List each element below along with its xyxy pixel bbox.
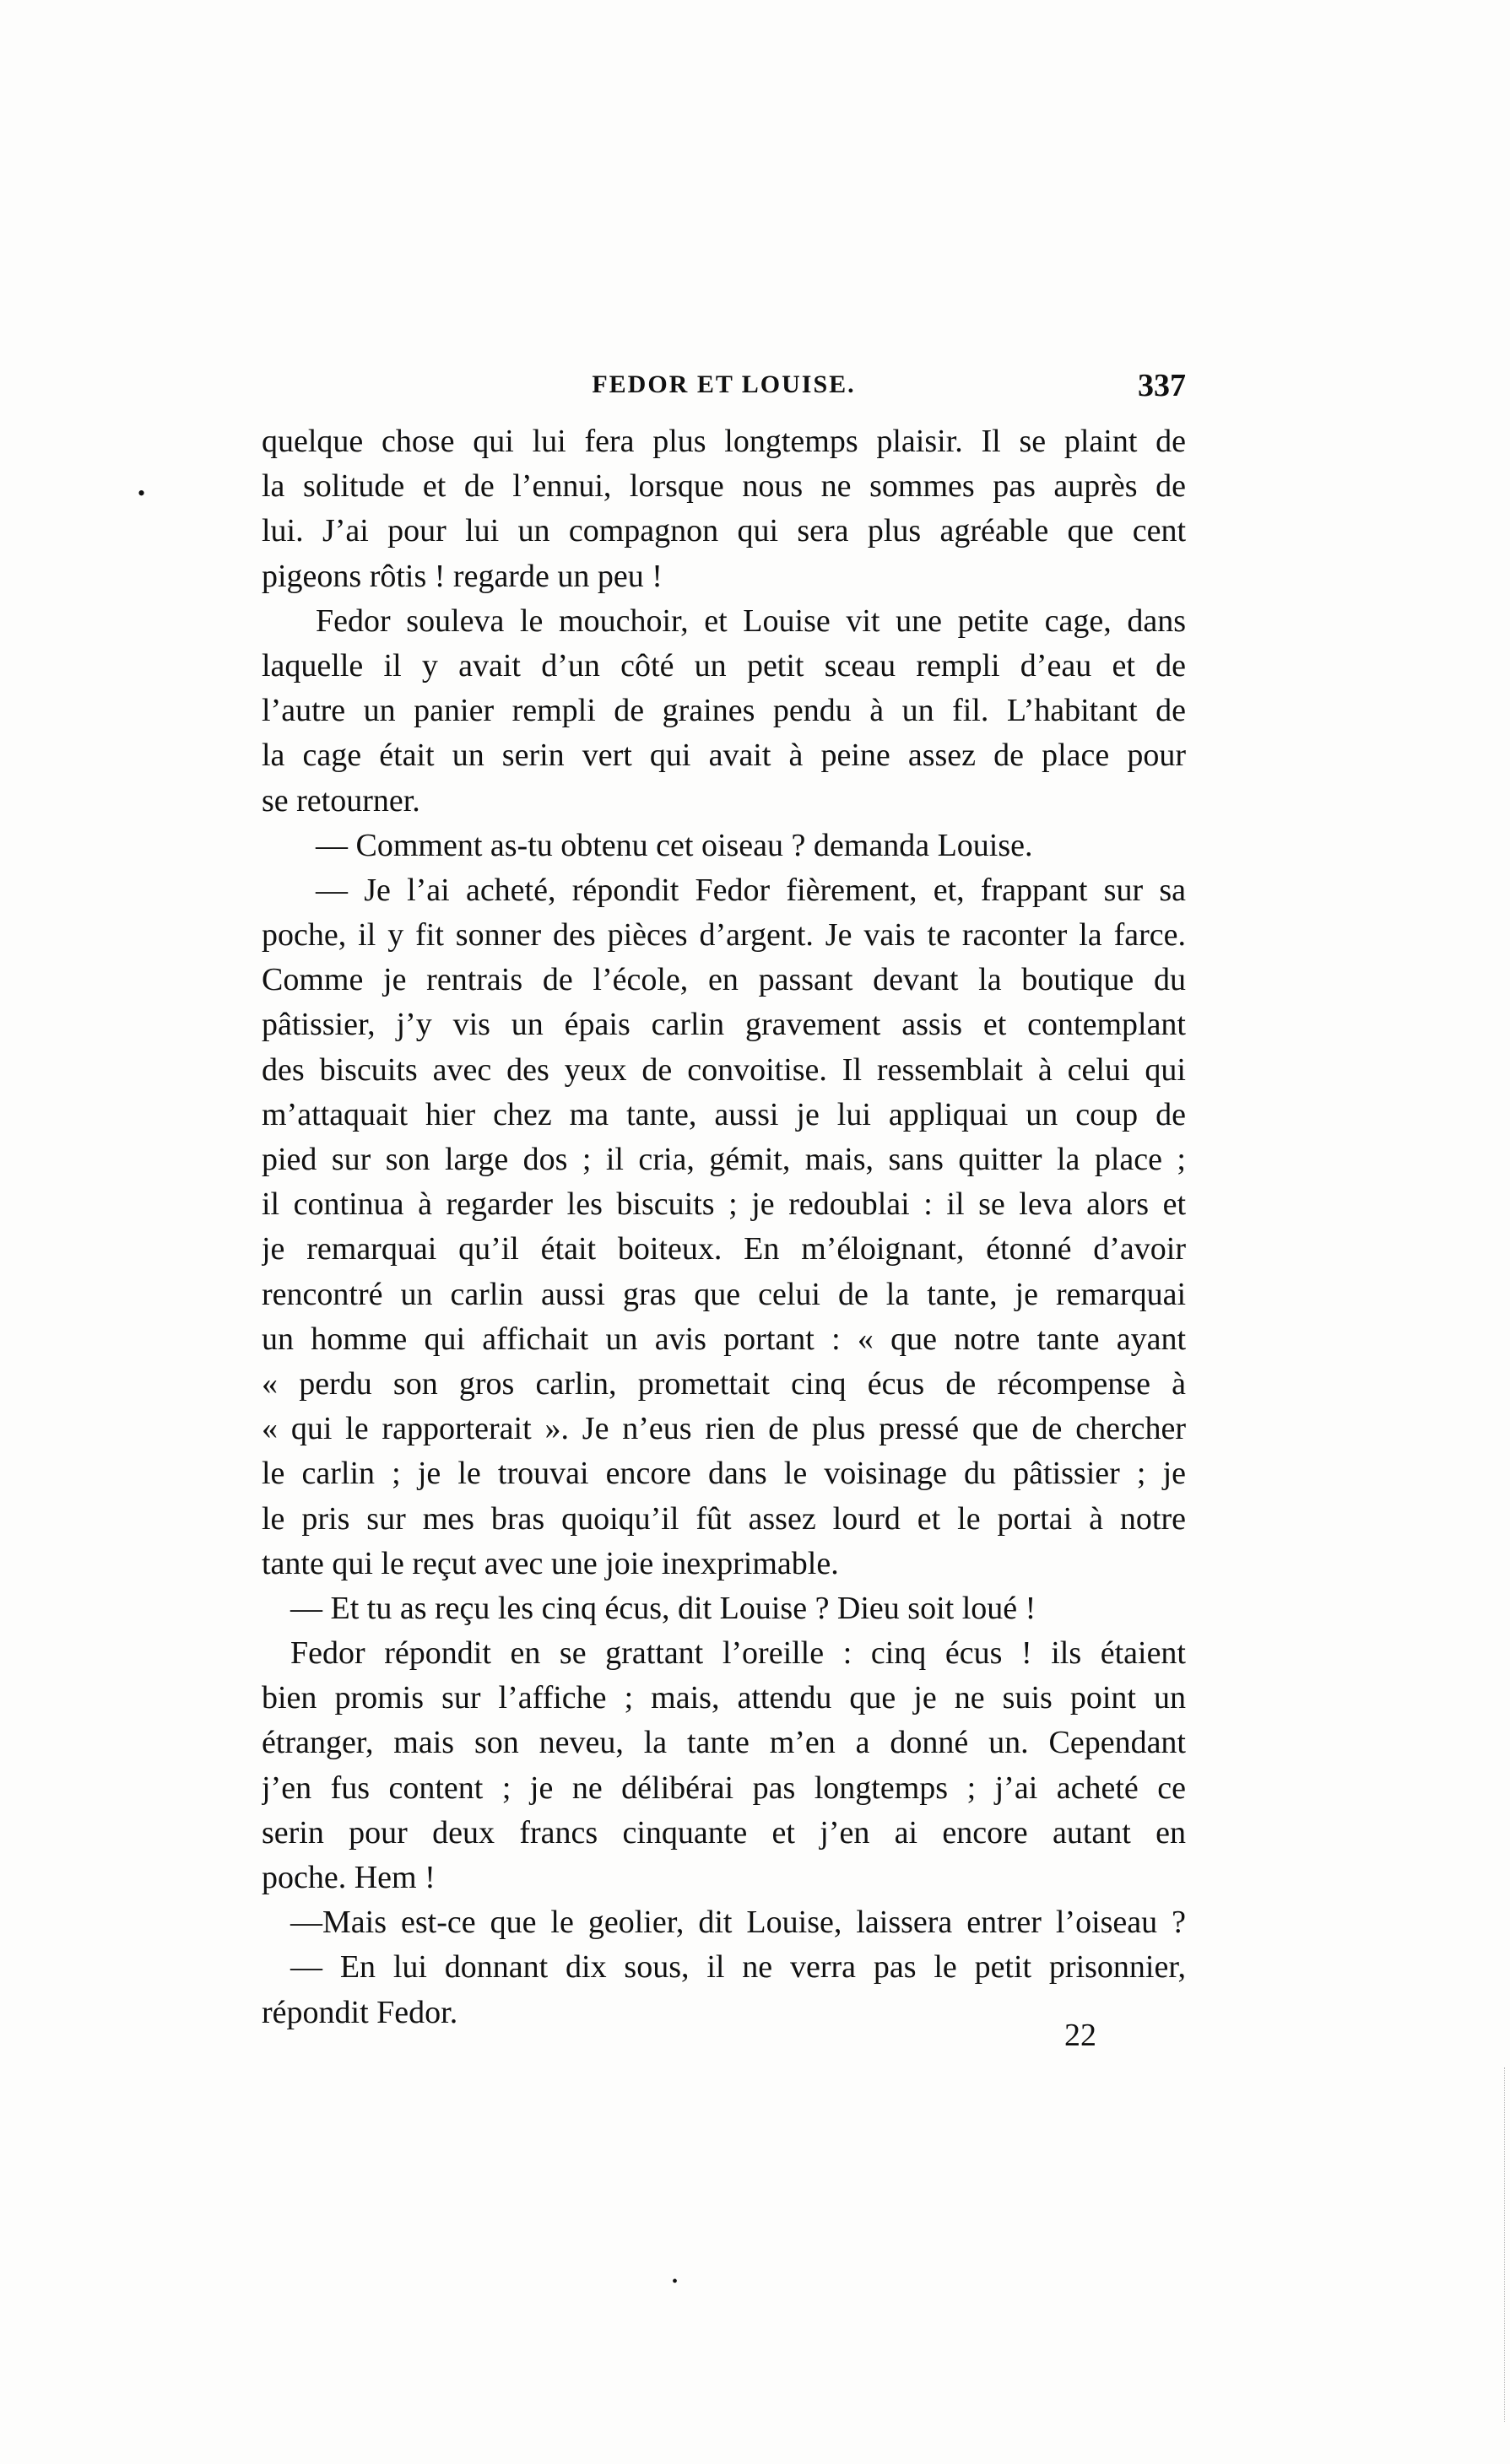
text-line: j’en fus content ; je ne délibérai pas longtemps ; j’ai acheté ce — [262, 1770, 1186, 1806]
text-line: pigeons rôtis ! regarde un peu ! — [262, 558, 663, 594]
page-number: 337 — [1138, 368, 1186, 403]
text-line: poche. Hem ! — [262, 1860, 436, 1895]
text-line: — Je l’ai acheté, répondit Fedor fièrement, et, frappant sur sa — [316, 872, 1186, 908]
text-line: laquelle il y avait d’un côté un petit sceau rempli d’eau et de — [262, 647, 1186, 684]
text-line: je remarquai qu’il était boiteux. En m’éloignant, étonné d’avoir — [262, 1231, 1186, 1267]
text-line: répondit Fedor. — [262, 1994, 458, 2030]
text-line: des biscuits avec des yeux de convoitise. Il ressemblait à celui qui — [262, 1051, 1186, 1088]
text-line: « qui le rapporterait ». Je n’eus rien de plus pressé que de chercher — [262, 1411, 1186, 1447]
page-edge — [1501, 2067, 1505, 2422]
text-line: la cage était un serin vert qui avait à peine assez de place pour — [262, 738, 1186, 774]
text-line: Fedor répondit en se grattant l’oreille : cinq écus ! ils étaient — [290, 1635, 1186, 1672]
text-line: —Mais est-ce que le geolier, dit Louise, laissera entrer l’oiseau ? — [290, 1905, 1186, 1941]
text-line: tante qui le reçut avec une joie inexprimable. — [262, 1545, 839, 1581]
page-header — [262, 367, 1186, 418]
text-line: Comme je rentrais de l’école, en passant devant la boutique du — [262, 962, 1186, 998]
text-line: l’autre un panier rempli de graines pendu à un fil. L’habitant de — [262, 693, 1186, 729]
text-line: rencontré un carlin aussi gras que celui de la tante, je remarquai — [262, 1276, 1186, 1312]
speck-mark: • — [672, 2272, 679, 2291]
text-line: lui. J’ai pour lui un compagnon qui sera plus agréable que cent — [262, 513, 1186, 549]
text-line: un homme qui affichait un avis portant : « que notre tante ayant — [262, 1321, 1186, 1357]
text-line: serin pour deux francs cinquante et j’en ai encore autant en — [262, 1814, 1186, 1851]
text-line: la solitude et de l’ennui, lorsque nous ne sommes pas auprès de — [262, 468, 1186, 505]
text-line: étranger, mais son neveu, la tante m’en a donné un. Cependant — [262, 1725, 1186, 1761]
text-line: il continua à regarder les biscuits ; je redoublai : il se leva alors et — [262, 1186, 1186, 1223]
text-line: Fedor souleva le mouchoir, et Louise vit une petite cage, dans — [316, 602, 1186, 639]
margin-mark: • — [138, 481, 146, 505]
text-line: le carlin ; je le trouvai encore dans le voisinage du pâtissier ; je — [262, 1456, 1186, 1492]
text-line: m’attaquait hier chez ma tante, aussi je lui appliquai un coup de — [262, 1096, 1186, 1132]
text-line: quelque chose qui lui fera plus longtemps plaisir. Il se plaint de — [262, 424, 1186, 459]
running-title: FEDOR ET LOUISE. — [592, 370, 856, 398]
body-text — [262, 419, 1186, 2035]
text-line: — En lui donnant dix sous, il ne verra pas le petit prisonnier, — [290, 1949, 1186, 1986]
text-line: bien promis sur l’affiche ; mais, attendu que je ne suis point un — [262, 1680, 1186, 1716]
text-line: pâtissier, j’y vis un épais carlin gravement assis et contemplant — [262, 1007, 1186, 1043]
text-line: — Comment as-tu obtenu cet oiseau ? demanda Louise. — [316, 827, 1033, 863]
signature-mark: 22 — [1064, 2018, 1096, 2053]
text-line: se retourner. — [262, 782, 420, 819]
text-line: « perdu son gros carlin, promettait cinq écus de récompense à — [262, 1365, 1186, 1402]
text-line: — Et tu as reçu les cinq écus, dit Louise ? Dieu soit loué ! — [290, 1590, 1036, 1626]
text-line: poche, il y fit sonner des pièces d’argent. Je vais te raconter la farce. — [262, 917, 1186, 954]
text-line: le pris sur mes bras quoiqu’il fût assez lourd et le portai à notre — [262, 1500, 1186, 1537]
text-line: pied sur son large dos ; il cria, gémit, mais, sans quitter la place ; — [262, 1142, 1186, 1177]
